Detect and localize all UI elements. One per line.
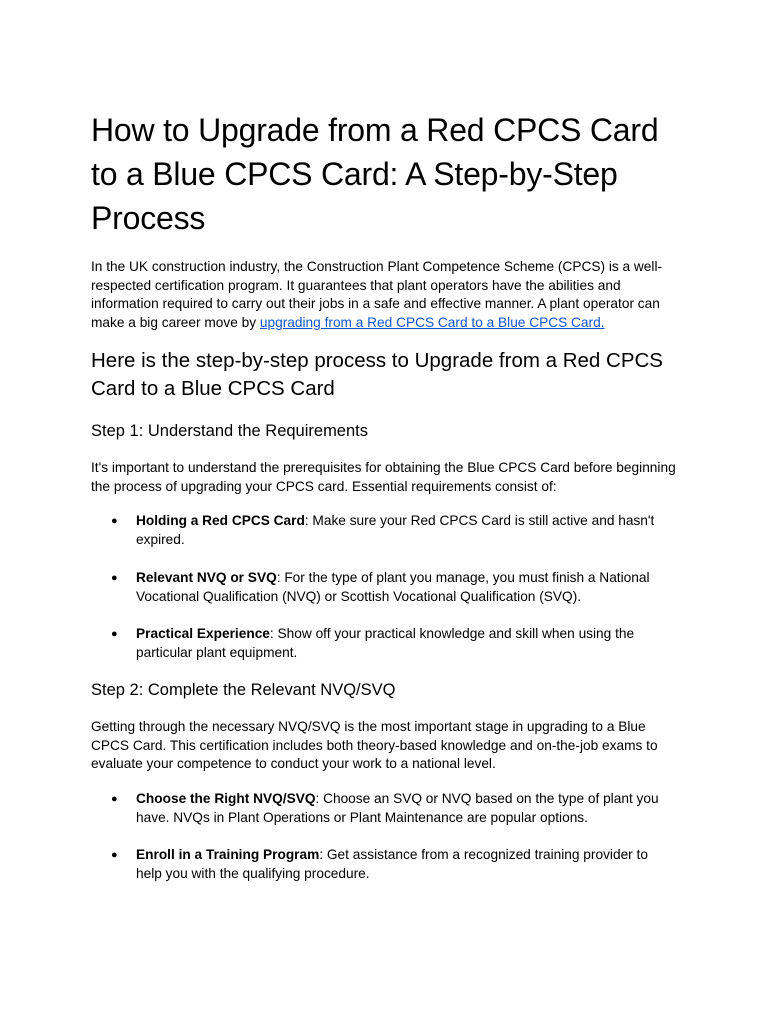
step1-list-item [111, 569, 676, 606]
step2-heading: Step 2: Complete the Relevant NVQ/SVQ [91, 681, 396, 699]
bullet-icon: ● [111, 849, 118, 861]
step1-heading: Step 1: Understand the Requirements [91, 422, 368, 440]
list-item-term: Choose the Right NVQ/SVQ [136, 791, 316, 806]
page-title: How to Upgrade from a Red CPCS Card to a Blue CPCS Card: A Step-by-Step Process [91, 112, 659, 236]
step1-list-item [111, 512, 676, 549]
step2-list-item [111, 790, 676, 827]
list-item-term: Holding a Red CPCS Card [136, 513, 305, 528]
list-item-term: Relevant NVQ or SVQ [136, 570, 277, 585]
upgrade-link[interactable]: upgrading from a Red CPCS Card to a Blue CPCS Card. [259, 314, 605, 330]
step2-paragraph: Getting through the necessary NVQ/SVQ is the most important stage in upgrading to a Blue CPCS Card. This certification includes both theory-based knowledge and on-the-job exams to evaluate your competence to conduct your work to a national level. [91, 719, 658, 772]
list-item-text: : Make sure your Red CPCS Card is still active and hasn't expired. [136, 513, 655, 547]
intro-text: In the UK construction industry, the Construction Plant Competence Scheme (CPCS) is a well-respected certification program. It guarantees that plant operators have the abilities and information required to carry out their jobs in a safe and effective manner. A plant operator can make a big career move by [91, 259, 663, 330]
list-item-text: : Get assistance from a recognized training provider to help you with the qualifying procedure. [136, 847, 648, 881]
bullet-icon: ● [111, 572, 118, 584]
step2-list-item [111, 846, 676, 883]
intro-paragraph [91, 258, 676, 332]
list-item-text: : Choose an SVQ or NVQ based on the type of plant you have. NVQs in Plant Operations or Plant Maintenance are popular options. [136, 791, 659, 825]
list-item-term: Enroll in a Training Program [136, 847, 320, 862]
section-heading: Here is the step-by-step process to Upgrade from a Red CPCS Card to a Blue CPCS Card [91, 349, 663, 400]
step1-list-item [111, 625, 676, 662]
bullet-icon: ● [111, 793, 118, 805]
bullet-icon: ● [111, 515, 118, 527]
bullet-icon: ● [111, 628, 118, 640]
list-item-term: Practical Experience [136, 626, 270, 641]
step1-paragraph: It's important to understand the prerequisites for obtaining the Blue CPCS Card before beginning the process of upgrading your CPCS card. Essential requirements consist of: [91, 460, 676, 494]
list-item-text: : Show off your practical knowledge and skill when using the particular plant equipment. [136, 626, 635, 660]
list-item-text: : For the type of plant you manage, you must finish a National Vocational Qualification (NVQ) or Scottish Vocational Qualification (SVQ). [136, 570, 650, 604]
